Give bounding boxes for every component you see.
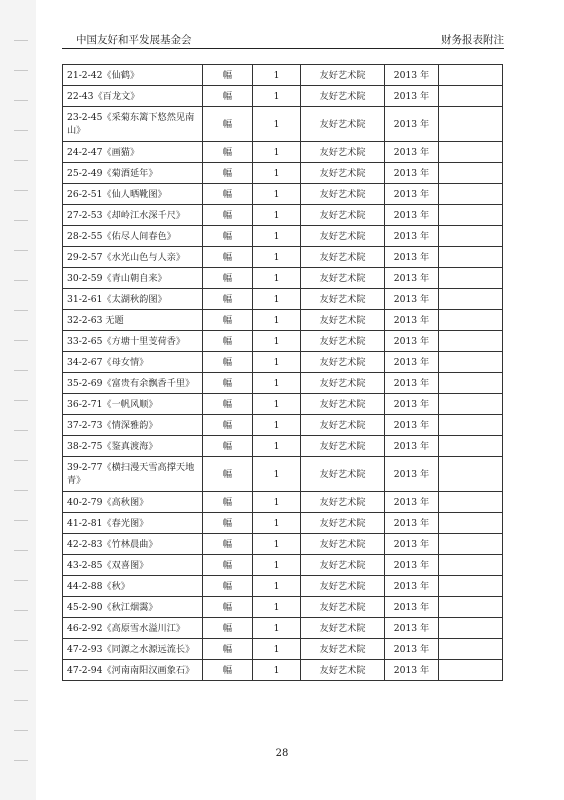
artwork-name-cell: 28-2-55《佑尽人间春色》 <box>63 226 203 247</box>
note-cell <box>439 352 503 373</box>
source-cell: 友好艺术院 <box>301 660 385 681</box>
margin-tick <box>14 310 28 311</box>
source-cell: 友好艺术院 <box>301 205 385 226</box>
artwork-name-cell: 30-2-59《青山朝自来》 <box>63 268 203 289</box>
artwork-name-cell: 34-2-67《母女情》 <box>63 352 203 373</box>
unit-cell: 幅 <box>203 247 253 268</box>
quantity-cell: 1 <box>253 639 301 660</box>
year-cell: 2013 年 <box>385 457 439 492</box>
table-row <box>63 618 503 639</box>
quantity-cell: 1 <box>253 373 301 394</box>
margin-tick <box>14 430 28 431</box>
year-cell: 2013 年 <box>385 226 439 247</box>
unit-cell: 幅 <box>203 289 253 310</box>
margin-tick <box>14 100 28 101</box>
table-row <box>63 310 503 331</box>
year-cell: 2013 年 <box>385 310 439 331</box>
source-cell: 友好艺术院 <box>301 597 385 618</box>
table-row <box>63 184 503 205</box>
quantity-cell: 1 <box>253 310 301 331</box>
note-cell <box>439 331 503 352</box>
margin-tick <box>14 730 28 731</box>
margin-tick <box>14 220 28 221</box>
note-cell <box>439 163 503 184</box>
unit-cell: 幅 <box>203 597 253 618</box>
page-header <box>62 30 504 49</box>
unit-cell: 幅 <box>203 86 253 107</box>
quantity-cell: 1 <box>253 268 301 289</box>
year-cell: 2013 年 <box>385 436 439 457</box>
year-cell: 2013 年 <box>385 331 439 352</box>
source-cell: 友好艺术院 <box>301 65 385 86</box>
quantity-cell: 1 <box>253 331 301 352</box>
table-row <box>63 513 503 534</box>
quantity-cell: 1 <box>253 142 301 163</box>
artwork-name-cell: 24-2-47《画猫》 <box>63 142 203 163</box>
source-cell: 友好艺术院 <box>301 618 385 639</box>
source-cell: 友好艺术院 <box>301 394 385 415</box>
quantity-cell: 1 <box>253 436 301 457</box>
source-cell: 友好艺术院 <box>301 492 385 513</box>
year-cell: 2013 年 <box>385 534 439 555</box>
year-cell: 2013 年 <box>385 163 439 184</box>
table-row <box>63 373 503 394</box>
quantity-cell: 1 <box>253 660 301 681</box>
quantity-cell: 1 <box>253 86 301 107</box>
quantity-cell: 1 <box>253 415 301 436</box>
note-cell <box>439 576 503 597</box>
table-row <box>63 436 503 457</box>
artwork-name-cell: 31-2-61《太湖秋韵图》 <box>63 289 203 310</box>
artwork-name-cell: 40-2-79《高秋图》 <box>63 492 203 513</box>
year-cell: 2013 年 <box>385 373 439 394</box>
source-cell: 友好艺术院 <box>301 107 385 142</box>
note-cell <box>439 86 503 107</box>
table-row <box>63 352 503 373</box>
year-cell: 2013 年 <box>385 618 439 639</box>
source-cell: 友好艺术院 <box>301 436 385 457</box>
note-cell <box>439 142 503 163</box>
quantity-cell: 1 <box>253 65 301 86</box>
margin-tick <box>14 550 28 551</box>
note-cell <box>439 65 503 86</box>
year-cell: 2013 年 <box>385 513 439 534</box>
artwork-inventory-table <box>62 64 503 681</box>
unit-cell: 幅 <box>203 352 253 373</box>
unit-cell: 幅 <box>203 163 253 184</box>
artwork-name-cell: 25-2-49《菊酒延年》 <box>63 163 203 184</box>
unit-cell: 幅 <box>203 107 253 142</box>
artwork-name-cell: 21-2-42《仙鹤》 <box>63 65 203 86</box>
note-cell <box>439 457 503 492</box>
artwork-name-cell: 36-2-71《一帆风顺》 <box>63 394 203 415</box>
source-cell: 友好艺术院 <box>301 310 385 331</box>
year-cell: 2013 年 <box>385 289 439 310</box>
quantity-cell: 1 <box>253 534 301 555</box>
source-cell: 友好艺术院 <box>301 576 385 597</box>
scan-margin <box>0 0 36 800</box>
source-cell: 友好艺术院 <box>301 373 385 394</box>
artwork-name-cell: 22-43《百龙文》 <box>63 86 203 107</box>
margin-tick <box>14 370 28 371</box>
unit-cell: 幅 <box>203 142 253 163</box>
source-cell: 友好艺术院 <box>301 352 385 373</box>
unit-cell: 幅 <box>203 639 253 660</box>
year-cell: 2013 年 <box>385 65 439 86</box>
source-cell: 友好艺术院 <box>301 226 385 247</box>
quantity-cell: 1 <box>253 107 301 142</box>
source-cell: 友好艺术院 <box>301 513 385 534</box>
year-cell: 2013 年 <box>385 107 439 142</box>
unit-cell: 幅 <box>203 268 253 289</box>
table-row <box>63 142 503 163</box>
source-cell: 友好艺术院 <box>301 415 385 436</box>
year-cell: 2013 年 <box>385 142 439 163</box>
artwork-name-cell: 38-2-75《鉴真渡海》 <box>63 436 203 457</box>
margin-tick <box>14 190 28 191</box>
note-cell <box>439 310 503 331</box>
note-cell <box>439 660 503 681</box>
source-cell: 友好艺术院 <box>301 163 385 184</box>
unit-cell: 幅 <box>203 457 253 492</box>
artwork-name-cell: 41-2-81《春光图》 <box>63 513 203 534</box>
artwork-name-cell: 42-2-83《竹林晨曲》 <box>63 534 203 555</box>
source-cell: 友好艺术院 <box>301 142 385 163</box>
year-cell: 2013 年 <box>385 184 439 205</box>
table-row <box>63 268 503 289</box>
year-cell: 2013 年 <box>385 576 439 597</box>
quantity-cell: 1 <box>253 289 301 310</box>
margin-tick <box>14 250 28 251</box>
margin-tick <box>14 610 28 611</box>
note-cell <box>439 184 503 205</box>
note-cell <box>439 534 503 555</box>
unit-cell: 幅 <box>203 331 253 352</box>
margin-tick <box>14 160 28 161</box>
quantity-cell: 1 <box>253 618 301 639</box>
source-cell: 友好艺术院 <box>301 289 385 310</box>
unit-cell: 幅 <box>203 534 253 555</box>
quantity-cell: 1 <box>253 513 301 534</box>
artwork-name-cell: 23-2-45《采菊东篱下悠然见南山》 <box>63 107 203 142</box>
source-cell: 友好艺术院 <box>301 247 385 268</box>
note-cell <box>439 226 503 247</box>
table-row <box>63 457 503 492</box>
note-cell <box>439 373 503 394</box>
margin-tick <box>14 280 28 281</box>
margin-tick <box>14 460 28 461</box>
year-cell: 2013 年 <box>385 415 439 436</box>
source-cell: 友好艺术院 <box>301 639 385 660</box>
unit-cell: 幅 <box>203 436 253 457</box>
artwork-name-cell: 26-2-51《仙人晒靴图》 <box>63 184 203 205</box>
table-row <box>63 65 503 86</box>
table-row <box>63 289 503 310</box>
quantity-cell: 1 <box>253 597 301 618</box>
unit-cell: 幅 <box>203 513 253 534</box>
table-row <box>63 576 503 597</box>
unit-cell: 幅 <box>203 492 253 513</box>
artwork-name-cell: 39-2-77《横扫漫天雪高撑天地青》 <box>63 457 203 492</box>
margin-tick <box>14 340 28 341</box>
quantity-cell: 1 <box>253 555 301 576</box>
page-number: 28 <box>275 748 289 759</box>
unit-cell: 幅 <box>203 576 253 597</box>
note-cell <box>439 436 503 457</box>
unit-cell: 幅 <box>203 415 253 436</box>
unit-cell: 幅 <box>203 310 253 331</box>
year-cell: 2013 年 <box>385 639 439 660</box>
year-cell: 2013 年 <box>385 86 439 107</box>
table-row <box>63 247 503 268</box>
margin-tick <box>14 760 28 761</box>
quantity-cell: 1 <box>253 457 301 492</box>
year-cell: 2013 年 <box>385 352 439 373</box>
margin-tick <box>14 70 28 71</box>
unit-cell: 幅 <box>203 65 253 86</box>
year-cell: 2013 年 <box>385 394 439 415</box>
table-row <box>63 639 503 660</box>
margin-tick <box>14 490 28 491</box>
table-row <box>63 163 503 184</box>
note-cell <box>439 618 503 639</box>
unit-cell: 幅 <box>203 373 253 394</box>
table-row <box>63 660 503 681</box>
quantity-cell: 1 <box>253 247 301 268</box>
source-cell: 友好艺术院 <box>301 555 385 576</box>
unit-cell: 幅 <box>203 184 253 205</box>
note-cell <box>439 492 503 513</box>
year-cell: 2013 年 <box>385 247 439 268</box>
artwork-name-cell: 37-2-73《情深雅韵》 <box>63 415 203 436</box>
note-cell <box>439 639 503 660</box>
note-cell <box>439 247 503 268</box>
unit-cell: 幅 <box>203 555 253 576</box>
table-row <box>63 415 503 436</box>
table-body <box>63 65 503 681</box>
margin-tick <box>14 40 28 41</box>
quantity-cell: 1 <box>253 576 301 597</box>
header-section: 财务报表附注 <box>441 34 504 46</box>
artwork-name-cell: 32-2-63 无题 <box>63 310 203 331</box>
year-cell: 2013 年 <box>385 597 439 618</box>
artwork-name-cell: 29-2-57《水光山色与人亲》 <box>63 247 203 268</box>
note-cell <box>439 268 503 289</box>
source-cell: 友好艺术院 <box>301 86 385 107</box>
note-cell <box>439 394 503 415</box>
source-cell: 友好艺术院 <box>301 457 385 492</box>
note-cell <box>439 289 503 310</box>
note-cell <box>439 513 503 534</box>
table-row <box>63 597 503 618</box>
margin-tick <box>14 580 28 581</box>
note-cell <box>439 597 503 618</box>
artwork-name-cell: 43-2-85《双喜图》 <box>63 555 203 576</box>
header-organization: 中国友好和平发展基金会 <box>76 34 192 46</box>
source-cell: 友好艺术院 <box>301 268 385 289</box>
source-cell: 友好艺术院 <box>301 534 385 555</box>
artwork-name-cell: 47-2-93《同源之水源远流长》 <box>63 639 203 660</box>
margin-tick <box>14 640 28 641</box>
artwork-name-cell: 27-2-53《却岭江水深千尺》 <box>63 205 203 226</box>
note-cell <box>439 107 503 142</box>
margin-tick <box>14 700 28 701</box>
note-cell <box>439 415 503 436</box>
note-cell <box>439 555 503 576</box>
table-row <box>63 555 503 576</box>
table-row <box>63 534 503 555</box>
table-row <box>63 86 503 107</box>
year-cell: 2013 年 <box>385 205 439 226</box>
quantity-cell: 1 <box>253 394 301 415</box>
unit-cell: 幅 <box>203 226 253 247</box>
quantity-cell: 1 <box>253 163 301 184</box>
table-row <box>63 205 503 226</box>
table-row <box>63 492 503 513</box>
quantity-cell: 1 <box>253 205 301 226</box>
unit-cell: 幅 <box>203 618 253 639</box>
margin-tick <box>14 130 28 131</box>
quantity-cell: 1 <box>253 226 301 247</box>
quantity-cell: 1 <box>253 492 301 513</box>
year-cell: 2013 年 <box>385 268 439 289</box>
table-row <box>63 331 503 352</box>
artwork-name-cell: 47-2-94《河南南阳汉画象石》 <box>63 660 203 681</box>
artwork-name-cell: 45-2-90《秋江烟霭》 <box>63 597 203 618</box>
year-cell: 2013 年 <box>385 555 439 576</box>
quantity-cell: 1 <box>253 352 301 373</box>
table-row <box>63 226 503 247</box>
unit-cell: 幅 <box>203 660 253 681</box>
note-cell <box>439 205 503 226</box>
unit-cell: 幅 <box>203 394 253 415</box>
artwork-name-cell: 33-2-65《方塘十里芰荷香》 <box>63 331 203 352</box>
margin-tick <box>14 400 28 401</box>
artwork-name-cell: 35-2-69《富贵有余飘香千里》 <box>63 373 203 394</box>
source-cell: 友好艺术院 <box>301 184 385 205</box>
table-row <box>63 394 503 415</box>
artwork-name-cell: 46-2-92《高原雪水溢川江》 <box>63 618 203 639</box>
source-cell: 友好艺术院 <box>301 331 385 352</box>
table-row <box>63 107 503 142</box>
margin-tick <box>14 670 28 671</box>
margin-tick <box>14 520 28 521</box>
artwork-name-cell: 44-2-88《秋》 <box>63 576 203 597</box>
year-cell: 2013 年 <box>385 660 439 681</box>
quantity-cell: 1 <box>253 184 301 205</box>
unit-cell: 幅 <box>203 205 253 226</box>
year-cell: 2013 年 <box>385 492 439 513</box>
